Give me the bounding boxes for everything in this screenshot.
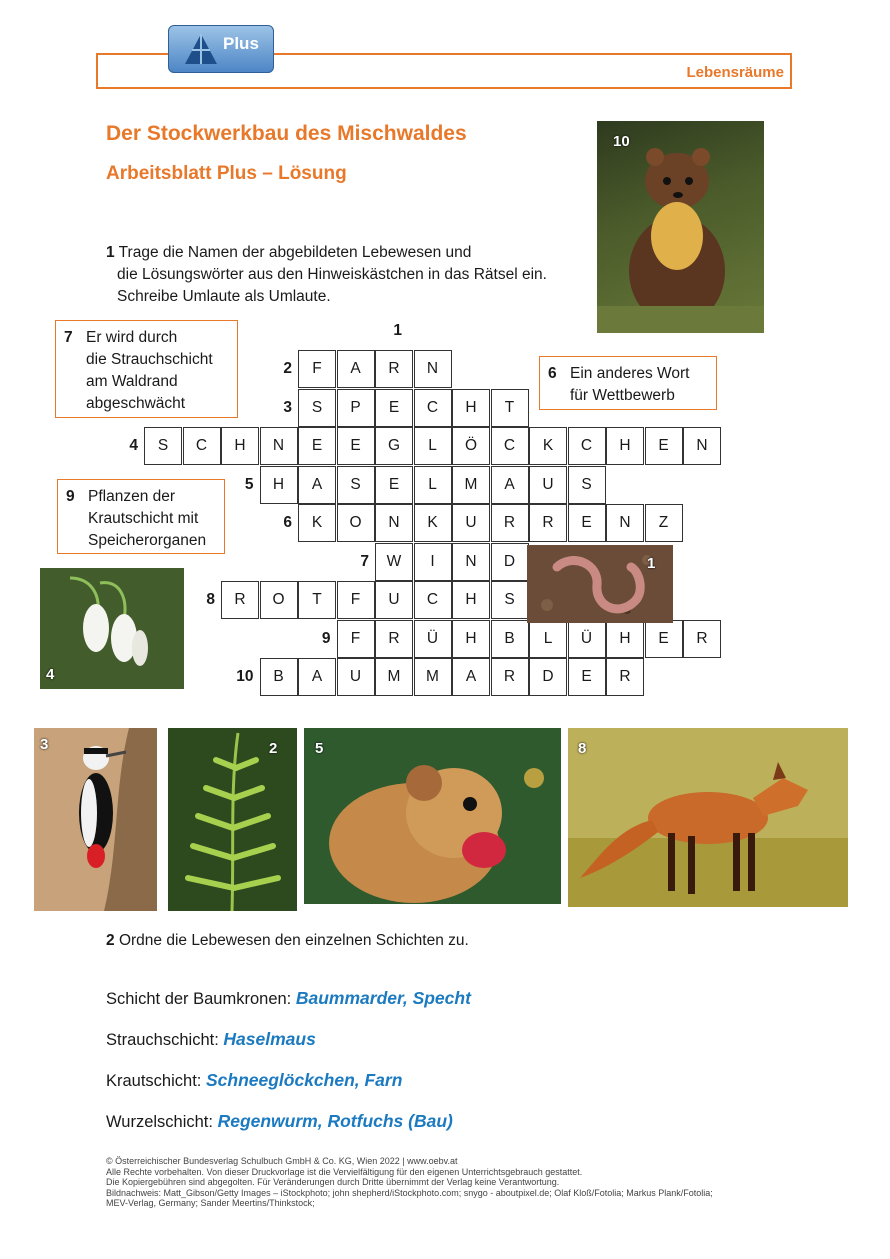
hint-line: Krautschicht mit [88,510,199,527]
photo-number: 5 [315,740,324,757]
woodpecker-illustration [34,728,157,911]
photo-dormouse [304,728,561,904]
photo-marten [597,121,764,333]
crossword-cell[interactable]: E [375,466,413,504]
hint-line: die Strauchschicht [86,351,213,368]
fern-illustration [168,728,297,911]
layer-answer: Regenwurm, Rotfuchs (Bau) [217,1111,453,1131]
layer-row-canopy [106,988,471,1009]
crossword-cell[interactable]: F [298,350,336,388]
crossword-cell[interactable]: R [375,350,413,388]
crossword-cell[interactable]: N [414,350,452,388]
crossword-cell[interactable]: L [414,427,452,465]
crossword-cell[interactable]: E [337,427,375,465]
crossword-cell[interactable]: O [337,504,375,542]
photo-number: 1 [647,555,656,572]
crossword-cell[interactable]: A [491,466,529,504]
task-1-line-3: Schreibe Umlaute als Umlaute. [117,288,331,305]
crossword-cell[interactable]: H [606,427,644,465]
crossword-cell[interactable]: Ü [568,620,606,658]
crossword-cell[interactable]: S [337,466,375,504]
hint-number: 7 [64,329,73,346]
crossword-cell[interactable]: L [414,466,452,504]
hint-line: für Wettbewerb [570,387,675,404]
photo-number: 3 [40,736,49,753]
photo-earthworm [527,545,673,623]
crossword-cell[interactable]: R [375,620,413,658]
hint-line: Er wird durch [86,329,178,346]
photo-number: 4 [46,666,55,683]
layer-answer: Schneeglöckchen, Farn [205,1070,403,1090]
crossword-cell[interactable]: F [337,581,375,619]
crossword-cell[interactable]: O [260,581,298,619]
crossword-cell[interactable]: N [683,427,721,465]
crossword-cell[interactable]: Ü [414,620,452,658]
crossword-cell[interactable]: Ö [452,427,490,465]
fox-illustration [568,728,848,907]
crossword-cell[interactable]: A [298,466,336,504]
crossword-cell[interactable]: D [491,543,529,581]
row-number: 6 [283,514,292,531]
footer-line: © Österreichischer Bundesverlag Schulbuch GmbH & Co. KG, Wien 2022 | www.oebv.at [106,1156,458,1166]
crossword-cell[interactable]: E [568,658,606,696]
hint-box-7 [55,320,238,418]
crossword-cell[interactable]: S [491,581,529,619]
task-1-line-1: Trage die Namen der abgebildeten Lebewesen und [118,244,472,261]
layer-label: Krautschicht: [106,1072,202,1090]
triangle-logo-icon [183,32,219,66]
layer-label: Schicht der Baumkronen: [106,990,292,1008]
crossword-cell[interactable]: C [414,581,452,619]
row-number: 7 [360,552,369,570]
crossword-cell[interactable]: D [529,658,567,696]
footer-line: Bildnachweis: Matt_Gibson/Getty Images – iStockphoto; john shepherd/iStockphoto.com; snygo - aboutpixel.de; Olaf Kloß/Fotolia; Markus Plank/Fotolia; [106,1187,713,1198]
layer-row-root [106,1111,453,1132]
photo-number: 2 [269,740,278,757]
section-label: Lebensräume [686,64,784,81]
solution-column-label: 1 [393,322,402,339]
crossword-cell[interactable]: A [337,350,375,388]
row-number: 9 [321,629,331,647]
row-number: 5 [244,475,254,493]
crossword-cell[interactable]: R [491,658,529,696]
row-number: 4 [129,437,138,454]
hint-number: 6 [548,365,557,382]
crossword-cell[interactable]: L [529,620,567,658]
crossword-cell[interactable]: H [452,581,490,619]
crossword-cell[interactable]: R [221,581,259,619]
row-number: 2 [283,360,292,377]
crossword-cell[interactable]: Z [645,504,683,542]
crossword-cell[interactable]: M [375,658,413,696]
crossword-cell[interactable]: H [452,620,490,658]
crossword-cell[interactable]: K [529,427,567,465]
crossword-cell[interactable]: U [337,658,375,696]
footer-credits [106,1156,766,1209]
crossword-cell[interactable]: H [221,427,259,465]
photo-fern [168,728,297,911]
crossword-cell[interactable]: K [414,504,452,542]
crossword-cell[interactable]: R [683,620,721,658]
task-2 [106,932,469,950]
layer-row-herb [106,1070,402,1091]
crossword-cell[interactable]: P [337,389,375,427]
crossword-cell[interactable]: S [144,427,182,465]
crossword-cell[interactable]: T [491,389,529,427]
hint-line: Pflanzen der [88,488,176,505]
row-number: 3 [283,398,292,416]
photo-number: 10 [613,133,630,150]
crossword-cell[interactable]: B [260,658,298,696]
row-number: 10 [236,668,254,685]
task-1-line-2: die Lösungswörter aus den Hinweiskästchen in das Rätsel ein. [117,266,547,283]
crossword-cell[interactable]: E [568,504,606,542]
task-1 [106,242,547,308]
layer-label: Wurzelschicht: [106,1113,213,1131]
layer-answer: Haselmaus [223,1029,316,1049]
plus-logo [168,25,274,73]
crossword-cell[interactable]: N [606,504,644,542]
hint-line: abgeschwächt [86,395,186,412]
crossword-cell[interactable]: G [375,427,413,465]
crossword-cell[interactable]: C [491,427,529,465]
crossword-cell[interactable]: N [260,427,298,465]
logo-text: Plus [223,34,259,53]
crossword-cell[interactable]: E [375,389,413,427]
crossword-cell[interactable]: T [298,581,336,619]
crossword-cell[interactable]: R [529,504,567,542]
crossword-cell[interactable]: F [337,620,375,658]
crossword-cell[interactable]: E [645,427,683,465]
crossword-cell[interactable]: B [491,620,529,658]
crossword-cell[interactable]: K [298,504,336,542]
crossword-cell[interactable]: N [452,543,490,581]
footer-line: Die Kopiergebühren sind abgegolten. Für Veränderungen durch Dritte übernimmt der Verlag keine Verantwortung. [106,1177,560,1187]
crossword-cell[interactable]: E [645,620,683,658]
crossword-cell[interactable]: H [260,466,298,504]
marten-illustration [597,121,764,333]
crossword-cell[interactable]: I [414,543,452,581]
hint-line: Speicherorganen [88,532,207,549]
layer-answer: Baummarder, Specht [295,988,471,1008]
page-subtitle: Arbeitsblatt Plus – Lösung [106,163,347,184]
row-number: 8 [206,591,215,608]
photo-snowdrop [40,568,184,689]
photo-woodpecker [34,728,157,911]
task-1-number: 1 [106,244,115,261]
crossword-cell[interactable]: A [452,658,490,696]
layer-label: Strauchschicht: [106,1031,219,1049]
crossword-cell[interactable]: C [414,389,452,427]
task-2-number: 2 [106,932,115,949]
page-title: Der Stockwerkbau des Mischwaldes [106,122,467,145]
crossword-cell[interactable]: S [298,389,336,427]
layer-row-shrub [106,1029,316,1050]
photo-number: 8 [578,740,587,757]
crossword-cell[interactable]: H [452,389,490,427]
hint-box-6 [539,356,717,410]
crossword-cell[interactable]: M [414,658,452,696]
crossword-cell[interactable]: A [298,658,336,696]
footer-line: Alle Rechte vorbehalten. Von dieser Druckvorlage ist die Vervielfältigung für den eigenen Unterrichtsgebrauch gestattet. [106,1166,583,1177]
footer-line: MEV-Verlag, Germany; Sander Meertins/Thinkstock; [106,1198,315,1208]
crossword-cell[interactable]: U [452,504,490,542]
dormouse-illustration [304,728,561,904]
crossword-cell[interactable]: N [375,504,413,542]
crossword-cell[interactable]: S [568,466,606,504]
crossword-cell[interactable]: W [375,543,413,581]
hint-box-9 [57,479,225,554]
crossword-cell[interactable]: R [491,504,529,542]
crossword-cell[interactable]: R [606,658,644,696]
crossword-cell[interactable]: U [375,581,413,619]
crossword-cell[interactable]: M [452,466,490,504]
crossword-cell[interactable]: U [529,466,567,504]
hint-line: Ein anderes Wort [570,365,690,382]
photo-fox [568,728,848,907]
hint-line: am Waldrand [86,373,178,390]
crossword-cell[interactable]: E [298,427,336,465]
crossword-cell[interactable]: H [606,620,644,658]
crossword-cell[interactable]: C [183,427,221,465]
snowdrop-illustration [40,568,184,689]
task-2-text: Ordne die Lebewesen den einzelnen Schichten zu. [118,932,469,949]
crossword-cell[interactable]: C [568,427,606,465]
hint-number: 9 [66,488,75,505]
